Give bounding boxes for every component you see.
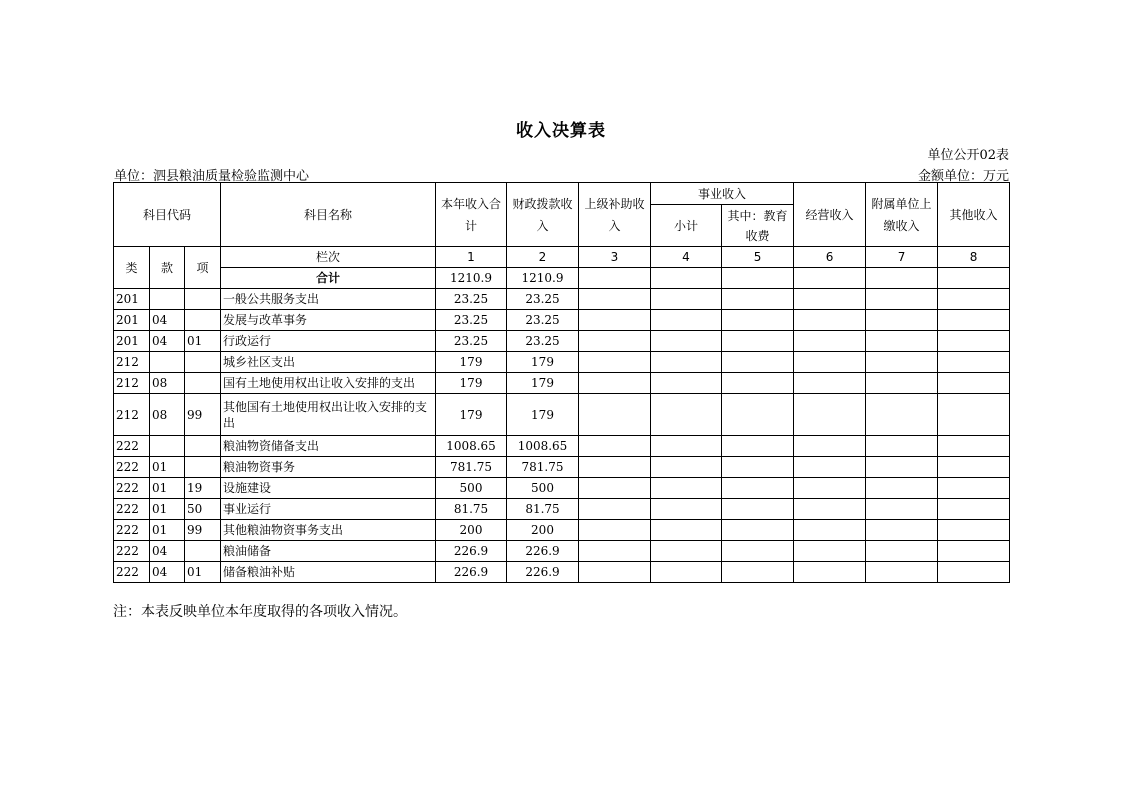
row-subject-name: 粮油物资储备支出	[221, 436, 436, 457]
col-num-6: 6	[794, 247, 866, 268]
row-total-income: 500	[436, 478, 507, 499]
row-total-income: 23.25	[436, 289, 507, 310]
empty-cell	[722, 457, 794, 478]
row-total-income: 200	[436, 520, 507, 541]
row-total-income: 179	[436, 394, 507, 436]
header-lei: 类	[114, 247, 150, 289]
row-fiscal: 179	[507, 373, 579, 394]
row-total-income: 179	[436, 352, 507, 373]
table-row	[114, 373, 1010, 394]
row-lei: 222	[114, 457, 150, 478]
empty-cell	[722, 541, 794, 562]
empty-cell	[794, 373, 866, 394]
header-business-group: 事业收入	[651, 183, 794, 205]
empty-cell	[651, 541, 722, 562]
table-row	[114, 436, 1010, 457]
row-fiscal: 23.25	[507, 310, 579, 331]
row-kuan: 04	[150, 310, 185, 331]
money-unit-label: 金额单位：万元	[917, 169, 1009, 184]
empty-cell	[579, 457, 651, 478]
empty-cell	[866, 457, 938, 478]
empty-cell	[866, 373, 938, 394]
col-num-4: 4	[651, 247, 722, 268]
form-number: 单位公开02表	[927, 148, 1009, 163]
row-xiang	[185, 373, 221, 394]
row-subject-name: 其他国有土地使用权出让收入安排的支出	[221, 394, 436, 436]
row-kuan	[150, 436, 185, 457]
header-subtotal: 小计	[651, 205, 722, 247]
row-kuan: 04	[150, 562, 185, 583]
row-subject-name: 粮油物资事务	[221, 457, 436, 478]
row-lei: 201	[114, 310, 150, 331]
row-fiscal: 81.75	[507, 499, 579, 520]
row-xiang	[185, 352, 221, 373]
table-row	[114, 520, 1010, 541]
row-kuan: 08	[150, 373, 185, 394]
row-subject-name: 发展与改革事务	[221, 310, 436, 331]
page-title: 收入决算表	[516, 121, 606, 141]
empty-cell	[722, 499, 794, 520]
empty-cell	[794, 394, 866, 436]
row-kuan: 04	[150, 541, 185, 562]
row-subject-name: 粮油储备	[221, 541, 436, 562]
row-lei: 212	[114, 394, 150, 436]
empty-cell	[579, 394, 651, 436]
empty-cell	[938, 352, 1010, 373]
empty-cell	[651, 373, 722, 394]
header-subject-name: 科目名称	[221, 183, 436, 247]
header-lanci: 栏次	[221, 247, 436, 268]
empty-cell	[938, 331, 1010, 352]
empty-cell	[938, 478, 1010, 499]
header-operating: 经营收入	[794, 183, 866, 247]
row-lei: 222	[114, 478, 150, 499]
empty-cell	[722, 562, 794, 583]
header-superior: 上级补助收入	[579, 183, 651, 247]
empty-cell	[938, 373, 1010, 394]
empty-cell	[651, 520, 722, 541]
empty-cell	[866, 289, 938, 310]
empty-cell	[651, 289, 722, 310]
empty-cell	[651, 436, 722, 457]
header-code-group: 科目代码	[114, 183, 221, 247]
row-fiscal: 226.9	[507, 562, 579, 583]
empty-cell	[938, 520, 1010, 541]
empty-cell	[651, 310, 722, 331]
header-kuan: 款	[150, 247, 185, 289]
empty-cell	[579, 289, 651, 310]
row-subject-name: 国有土地使用权出让收入安排的支出	[221, 373, 436, 394]
row-lei: 222	[114, 541, 150, 562]
row-xiang: 01	[185, 562, 221, 583]
empty-cell	[938, 436, 1010, 457]
row-total-income: 226.9	[436, 541, 507, 562]
empty-cell	[579, 478, 651, 499]
empty-cell	[794, 331, 866, 352]
total-fiscal-value: 1210.9	[507, 268, 579, 289]
empty-cell	[579, 310, 651, 331]
income-table	[113, 182, 1010, 583]
row-kuan: 01	[150, 457, 185, 478]
row-total-income: 226.9	[436, 562, 507, 583]
total-row	[114, 268, 1010, 289]
empty-cell	[866, 541, 938, 562]
table-row	[114, 289, 1010, 310]
row-fiscal: 226.9	[507, 541, 579, 562]
empty-cell	[794, 520, 866, 541]
row-subject-name: 其他粮油物资事务支出	[221, 520, 436, 541]
header-xiang: 项	[185, 247, 221, 289]
empty-cell	[938, 310, 1010, 331]
row-total-income: 781.75	[436, 457, 507, 478]
table-row	[114, 562, 1010, 583]
row-subject-name: 一般公共服务支出	[221, 289, 436, 310]
row-fiscal: 179	[507, 352, 579, 373]
table-row	[114, 331, 1010, 352]
empty-cell	[866, 310, 938, 331]
header-row-1	[114, 183, 1010, 205]
row-lei: 222	[114, 499, 150, 520]
table-row	[114, 541, 1010, 562]
row-xiang	[185, 457, 221, 478]
table-row	[114, 457, 1010, 478]
row-lei: 201	[114, 289, 150, 310]
row-xiang: 99	[185, 520, 221, 541]
header-edu-fee: 其中：教育收费	[722, 205, 794, 247]
table-row	[114, 394, 1010, 436]
row-kuan: 01	[150, 499, 185, 520]
row-kuan	[150, 289, 185, 310]
table-row	[114, 499, 1010, 520]
empty-cell	[722, 310, 794, 331]
col-num-2: 2	[507, 247, 579, 268]
row-total-income: 179	[436, 373, 507, 394]
empty-cell	[579, 541, 651, 562]
row-xiang	[185, 541, 221, 562]
row-fiscal: 1008.65	[507, 436, 579, 457]
empty-cell	[794, 541, 866, 562]
empty-cell	[866, 520, 938, 541]
empty-cell	[579, 499, 651, 520]
empty-cell	[938, 562, 1010, 583]
empty-cell	[722, 520, 794, 541]
empty-cell	[651, 457, 722, 478]
row-lei: 212	[114, 373, 150, 394]
col-num-1: 1	[436, 247, 507, 268]
empty-cell	[722, 352, 794, 373]
empty-cell	[938, 289, 1010, 310]
row-xiang	[185, 436, 221, 457]
empty-cell	[722, 436, 794, 457]
row-fiscal: 200	[507, 520, 579, 541]
empty-cell	[794, 289, 866, 310]
empty-cell	[579, 520, 651, 541]
empty-cell	[938, 457, 1010, 478]
empty-cell	[938, 394, 1010, 436]
empty-cell	[794, 499, 866, 520]
row-kuan: 04	[150, 331, 185, 352]
empty-cell	[651, 331, 722, 352]
row-total-income: 81.75	[436, 499, 507, 520]
row-fiscal: 781.75	[507, 457, 579, 478]
empty-cell	[866, 478, 938, 499]
col-num-3: 3	[579, 247, 651, 268]
empty-cell	[794, 436, 866, 457]
empty-cell	[866, 352, 938, 373]
empty-cell	[866, 331, 938, 352]
empty-cell	[794, 457, 866, 478]
table-row	[114, 478, 1010, 499]
total-income-value: 1210.9	[436, 268, 507, 289]
empty-cell	[938, 541, 1010, 562]
empty-cell	[651, 499, 722, 520]
row-xiang: 99	[185, 394, 221, 436]
row-total-income: 1008.65	[436, 436, 507, 457]
empty-cell	[794, 352, 866, 373]
row-fiscal: 179	[507, 394, 579, 436]
empty-cell	[579, 436, 651, 457]
row-xiang: 19	[185, 478, 221, 499]
empty-cell	[794, 562, 866, 583]
empty-cell	[866, 394, 938, 436]
row-total-income: 23.25	[436, 310, 507, 331]
row-lei: 201	[114, 331, 150, 352]
col-num-5: 5	[722, 247, 794, 268]
empty-cell	[579, 352, 651, 373]
empty-cell	[866, 436, 938, 457]
unit-label: 单位：泗县粮油质量检验监测中心	[114, 169, 310, 184]
row-subject-name: 设施建设	[221, 478, 436, 499]
empty-cell	[722, 394, 794, 436]
row-subject-name: 事业运行	[221, 499, 436, 520]
footnote: 注：本表反映单位本年度取得的各项收入情况。	[113, 604, 407, 620]
empty-cell	[866, 499, 938, 520]
header-affiliated: 附属单位上缴收入	[866, 183, 938, 247]
empty-cell	[722, 289, 794, 310]
row-kuan	[150, 352, 185, 373]
header-total-income: 本年收入合计	[436, 183, 507, 247]
row-fiscal: 23.25	[507, 289, 579, 310]
row-lei: 212	[114, 352, 150, 373]
row-total-income: 23.25	[436, 331, 507, 352]
empty-cell	[938, 499, 1010, 520]
empty-cell	[722, 331, 794, 352]
col-num-8: 8	[938, 247, 1010, 268]
row-kuan: 01	[150, 520, 185, 541]
row-fiscal: 500	[507, 478, 579, 499]
empty-cell	[651, 394, 722, 436]
column-number-row	[114, 247, 1010, 268]
row-subject-name: 城乡社区支出	[221, 352, 436, 373]
row-subject-name: 储备粮油补贴	[221, 562, 436, 583]
empty-cell	[579, 373, 651, 394]
empty-cell	[579, 331, 651, 352]
table-row	[114, 310, 1010, 331]
total-label: 合计	[221, 268, 436, 289]
row-lei: 222	[114, 520, 150, 541]
empty-cell	[866, 562, 938, 583]
empty-cell	[651, 478, 722, 499]
row-xiang: 50	[185, 499, 221, 520]
empty-cell	[722, 478, 794, 499]
empty-cell	[579, 562, 651, 583]
row-kuan: 01	[150, 478, 185, 499]
header-other: 其他收入	[938, 183, 1010, 247]
empty-cell	[651, 562, 722, 583]
table-row	[114, 352, 1010, 373]
row-xiang: 01	[185, 331, 221, 352]
row-subject-name: 行政运行	[221, 331, 436, 352]
row-fiscal: 23.25	[507, 331, 579, 352]
row-xiang	[185, 310, 221, 331]
col-num-7: 7	[866, 247, 938, 268]
empty-cell	[651, 352, 722, 373]
row-lei: 222	[114, 562, 150, 583]
row-xiang	[185, 289, 221, 310]
row-lei: 222	[114, 436, 150, 457]
header-fiscal: 财政拨款收入	[507, 183, 579, 247]
empty-cell	[722, 373, 794, 394]
empty-cell	[794, 478, 866, 499]
row-kuan: 08	[150, 394, 185, 436]
empty-cell	[794, 310, 866, 331]
